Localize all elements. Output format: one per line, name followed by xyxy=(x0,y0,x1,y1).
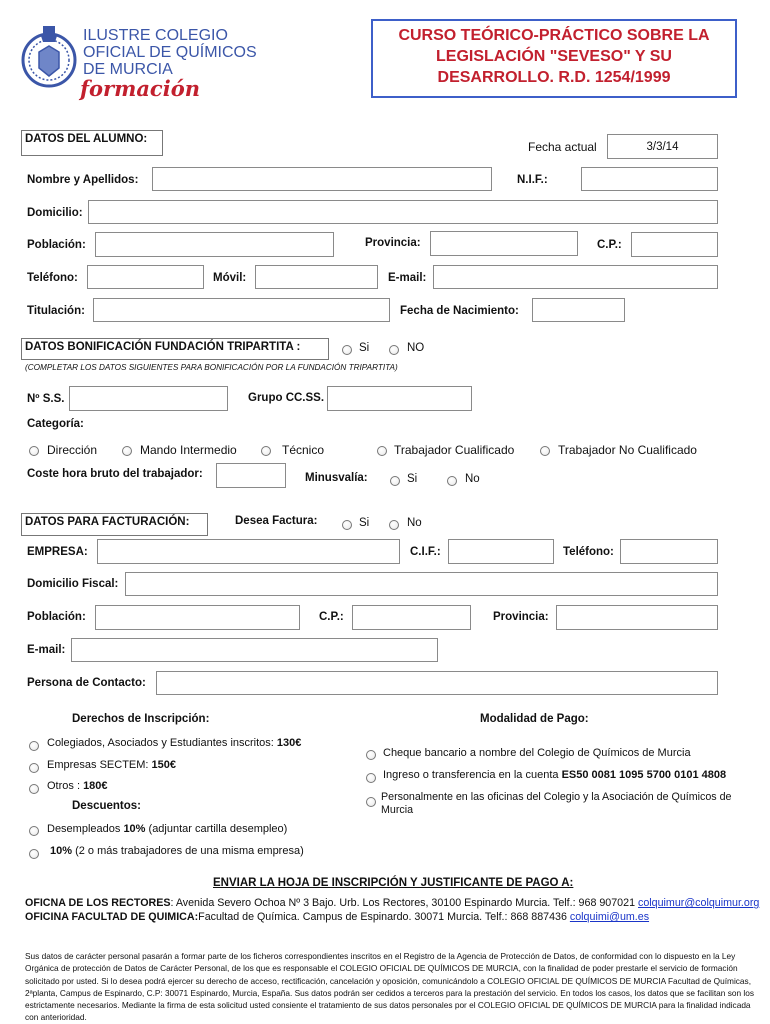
org-line-3: DE MURCIA xyxy=(83,61,173,78)
modalidad-personal-line-2: Murcia xyxy=(381,804,414,816)
minusvalia-no-label: No xyxy=(465,473,480,485)
domicilio-fiscal-field[interactable] xyxy=(125,572,718,596)
empresa-label: EMPRESA: xyxy=(27,546,88,558)
fecha-actual-value: 3/3/14 xyxy=(646,141,679,153)
bonificacion-no-radio[interactable] xyxy=(389,345,399,355)
bonificacion-si-radio[interactable] xyxy=(342,345,352,355)
fecha-actual-label: Fecha actual xyxy=(528,140,597,154)
derechos-colegiados-radio[interactable] xyxy=(29,741,39,751)
derechos-colegiados-price: 130€ xyxy=(276,737,302,749)
modalidad-cuenta: ES50 0081 1095 5700 0101 4808 xyxy=(561,769,727,781)
fact-email-label: E-mail: xyxy=(27,644,66,656)
modalidad-transferencia-text: Ingreso o transferencia en la cuenta xyxy=(383,769,562,781)
derechos-sectem-radio[interactable] xyxy=(29,763,39,773)
categoria-no-cualificado-radio[interactable] xyxy=(540,446,550,456)
envio-title: ENVIAR LA HOJA DE INSCRIPCIÓN Y JUSTIFICANTE DE PAGO A: xyxy=(213,877,574,889)
modalidad-personal-label xyxy=(381,791,732,817)
org-tagline: formación xyxy=(80,76,200,101)
course-title-box xyxy=(371,19,737,98)
categoria-no-cualificado-label: Trabajador No Cualificado xyxy=(558,443,697,457)
descuento-empresa-radio[interactable] xyxy=(29,849,39,859)
fecha-nacimiento-label: Fecha de Nacimiento: xyxy=(400,305,519,317)
domicilio-label: Domicilio: xyxy=(27,207,83,219)
bonificacion-section-label: DATOS BONIFICACIÓN FUNDACIÓN TRIPARTITA : xyxy=(21,338,329,360)
fact-provincia-label: Provincia: xyxy=(493,611,549,623)
minusvalia-si-radio[interactable] xyxy=(390,476,400,486)
coste-field[interactable] xyxy=(216,463,286,488)
oficina-facultad-text: Facultad de Química. Campus de Espinardo. 30071 Murcia. Telf.: 868 887436 xyxy=(198,911,570,923)
telefono-field[interactable] xyxy=(87,265,204,289)
titulacion-label: Titulación: xyxy=(27,305,85,317)
fact-telefono-field[interactable] xyxy=(620,539,718,564)
legal-line-2: Orgánica de protección de Datos de Carácter Personal, de los que es responsable el COLEGIO OFICIAL DE QUÍMICOS DE MURCIA, con la finalidad de poder prestarle el servicio de formación xyxy=(25,963,738,974)
derechos-otros-price: 180€ xyxy=(83,780,108,792)
domicilio-fiscal-label: Domicilio Fiscal: xyxy=(27,578,119,590)
fact-poblacion-field[interactable] xyxy=(95,605,300,630)
categoria-cualificado-label: Trabajador Cualificado xyxy=(394,443,515,457)
fact-poblacion-label: Población: xyxy=(27,611,86,623)
minusvalia-label: Minusvalía: xyxy=(305,472,368,484)
descuento-desempleados-label xyxy=(47,823,287,835)
descuentos-title: Descuentos: xyxy=(72,800,142,812)
coste-label: Coste hora bruto del trabajador: xyxy=(27,468,203,480)
categoria-tecnico-label: Técnico xyxy=(282,443,325,457)
movil-label: Móvil: xyxy=(213,272,247,284)
categoria-mando-radio[interactable] xyxy=(122,446,132,456)
org-name xyxy=(83,27,257,78)
course-title-line-2: LEGISLACIÓN "SEVESO" Y SU xyxy=(436,48,672,65)
provincia-field[interactable] xyxy=(430,231,578,256)
nss-field[interactable] xyxy=(69,386,228,411)
descuento-empresa-pct: 10% xyxy=(50,845,73,857)
fecha-nacimiento-field[interactable] xyxy=(532,298,625,322)
categoria-tecnico-radio[interactable] xyxy=(261,446,271,456)
descuento-desempleados-text: Desempleados xyxy=(47,823,124,835)
fecha-actual-field[interactable] xyxy=(607,134,718,159)
derechos-otros-text: Otros : xyxy=(47,780,84,792)
desea-factura-si-radio[interactable] xyxy=(342,520,352,530)
movil-field[interactable] xyxy=(255,265,378,289)
contacto-label: Persona de Contacto: xyxy=(27,677,146,689)
modalidad-transferencia-label xyxy=(383,769,726,781)
legal-line-1: Sus datos de carácter personal pasarán a formar parte de los ficheros correspondientes inscritos en el Registro de la Agencia de Protección de Datos, de conformidad con lo dispuesto en la Ley xyxy=(25,951,736,961)
modalidad-transferencia-radio[interactable] xyxy=(366,773,376,783)
modalidad-personal-radio[interactable] xyxy=(366,797,376,807)
legal-line-3: solicitado por usted. Si lo desea podrá ejercer su derecho de acceso, rectificación, cancelación y oposición, comunicándolo a COLEGIO OFICIAL DE QUÍMICOS DE MURCIA Facultad de Químicas, xyxy=(25,975,751,986)
descuento-desempleados-rest: (adjuntar cartilla desempleo) xyxy=(145,823,288,835)
legal-line-4: 2ªplanta, Campus de Espinardo, C.P: 30071 Espinardo, Murcia, España. Sus datos podrán ser cedidos a terceros para la prestación del servicio. En todos los casos, los datos que se facilitan son los xyxy=(25,987,754,998)
legal-text xyxy=(25,950,754,1024)
derechos-sectem-text: Empresas SECTEM: xyxy=(47,759,152,771)
fact-cp-field[interactable] xyxy=(352,605,471,630)
derechos-title: Derechos de Inscripción: xyxy=(72,713,210,725)
legal-line-5: estrictamente necesarios. Mediante la firma de esta solicitud usted consiente el tratamiento de sus datos personales por el COLEGIO OFICIAL DE QUÍMICOS DE MURCIA para la finalidad indicada xyxy=(25,1000,751,1011)
nss-label: Nº S.S. xyxy=(27,393,65,405)
fact-provincia-field[interactable] xyxy=(556,605,718,630)
descuento-desempleados-pct: 10% xyxy=(123,823,146,835)
desea-factura-si-label: Si xyxy=(359,517,370,529)
fact-cp-label: C.P.: xyxy=(319,611,344,623)
alumno-section-label: DATOS DEL ALUMNO: xyxy=(21,130,163,156)
contacto-field[interactable] xyxy=(156,671,718,695)
telefono-label: Teléfono: xyxy=(27,272,78,284)
modalidad-cheque-radio[interactable] xyxy=(366,750,376,760)
oficina-rectores-text: : Avenida Severo Ochoa Nº 3 Bajo. Urb. Los Rectores, 30100 Espinardo Murcia. Telf.: 968 907021 xyxy=(170,897,638,909)
categoria-direccion-radio[interactable] xyxy=(29,446,39,456)
provincia-label: Provincia: xyxy=(365,237,421,249)
email-label: E-mail: xyxy=(388,272,427,284)
facturacion-section-label: DATOS PARA FACTURACIÓN: xyxy=(21,513,208,536)
domicilio-field[interactable] xyxy=(88,200,718,224)
derechos-colegiados-label xyxy=(47,737,301,749)
derechos-otros-label xyxy=(47,780,108,792)
cif-field[interactable] xyxy=(448,539,554,564)
modalidad-cheque-label: Cheque bancario a nombre del Colegio de Químicos de Murcia xyxy=(383,747,691,759)
categoria-direccion-label: Dirección xyxy=(47,443,98,457)
grupo-label: Grupo CC.SS. xyxy=(248,392,325,404)
cp-field[interactable] xyxy=(631,232,718,257)
oficina-rectores xyxy=(25,897,759,909)
bonificacion-note: (COMPLETAR LOS DATOS SIGUIENTES PARA BONIFICACIÓN POR LA FUNDACIÓN TRIPARTITA) xyxy=(25,363,398,372)
bonificacion-si-label: Si xyxy=(359,342,370,354)
cif-label: C.I.F.: xyxy=(410,546,441,558)
oficina-facultad-label: OFICINA FACULTAD DE QUIMICA: xyxy=(25,911,199,923)
cp-label: C.P.: xyxy=(597,239,622,251)
course-title-line-1: CURSO TEÓRICO-PRÁCTICO SOBRE LA xyxy=(398,27,710,44)
categoria-label: Categoría: xyxy=(27,418,84,430)
minusvalia-no-radio[interactable] xyxy=(447,476,457,486)
org-line-2: OFICIAL DE QUÍMICOS xyxy=(83,44,257,61)
desea-factura-label: Desea Factura: xyxy=(235,515,318,527)
email-field[interactable] xyxy=(433,265,718,289)
minusvalia-si-label: Si xyxy=(407,473,418,485)
oficina-rectores-email-link[interactable]: colquimur@colquimur.org xyxy=(638,897,760,909)
categoria-mando-label: Mando Intermedio xyxy=(140,443,237,457)
org-line-1: ILUSTRE COLEGIO xyxy=(83,27,228,44)
desea-factura-no-radio[interactable] xyxy=(389,520,399,530)
empresa-field[interactable] xyxy=(97,539,400,564)
course-title-line-3: DESARROLLO. R.D. 1254/1999 xyxy=(437,69,671,86)
oficina-facultad xyxy=(25,911,649,923)
descuento-empresa-label xyxy=(50,845,304,857)
derechos-sectem-label xyxy=(47,759,176,771)
nif-field[interactable] xyxy=(581,167,718,191)
titulacion-field[interactable] xyxy=(93,298,390,322)
nombre-field[interactable] xyxy=(152,167,492,191)
grupo-field[interactable] xyxy=(327,386,472,411)
modalidad-title: Modalidad de Pago: xyxy=(480,713,589,725)
categoria-cualificado-radio[interactable] xyxy=(377,446,387,456)
fact-email-field[interactable] xyxy=(71,638,438,662)
derechos-sectem-price: 150€ xyxy=(151,759,177,771)
oficina-facultad-email-link[interactable]: colquimi@um.es xyxy=(569,911,650,923)
descuento-desempleados-radio[interactable] xyxy=(29,826,39,836)
bonificacion-no-label: NO xyxy=(407,342,425,354)
desea-factura-no-label: No xyxy=(407,517,422,529)
poblacion-label: Población: xyxy=(27,239,86,251)
oficina-rectores-label: OFICNA DE LOS RECTORES xyxy=(25,897,171,909)
legal-line-6: con anterioridad. xyxy=(25,1012,87,1023)
modalidad-personal-line-1: Personalmente en las oficinas del Colegio y la Asociación de Químicos de xyxy=(381,791,732,803)
fact-telefono-label: Teléfono: xyxy=(563,546,614,558)
descuento-empresa-rest: (2 o más trabajadores de una misma empresa) xyxy=(72,845,304,857)
nombre-label: Nombre y Apellidos: xyxy=(27,174,139,186)
logo-seal xyxy=(21,22,77,92)
poblacion-field[interactable] xyxy=(95,232,334,257)
derechos-otros-radio[interactable] xyxy=(29,784,39,794)
nif-label: N.I.F.: xyxy=(517,174,548,186)
derechos-colegiados-text: Colegiados, Asociados y Estudiantes inscritos: xyxy=(47,737,277,749)
